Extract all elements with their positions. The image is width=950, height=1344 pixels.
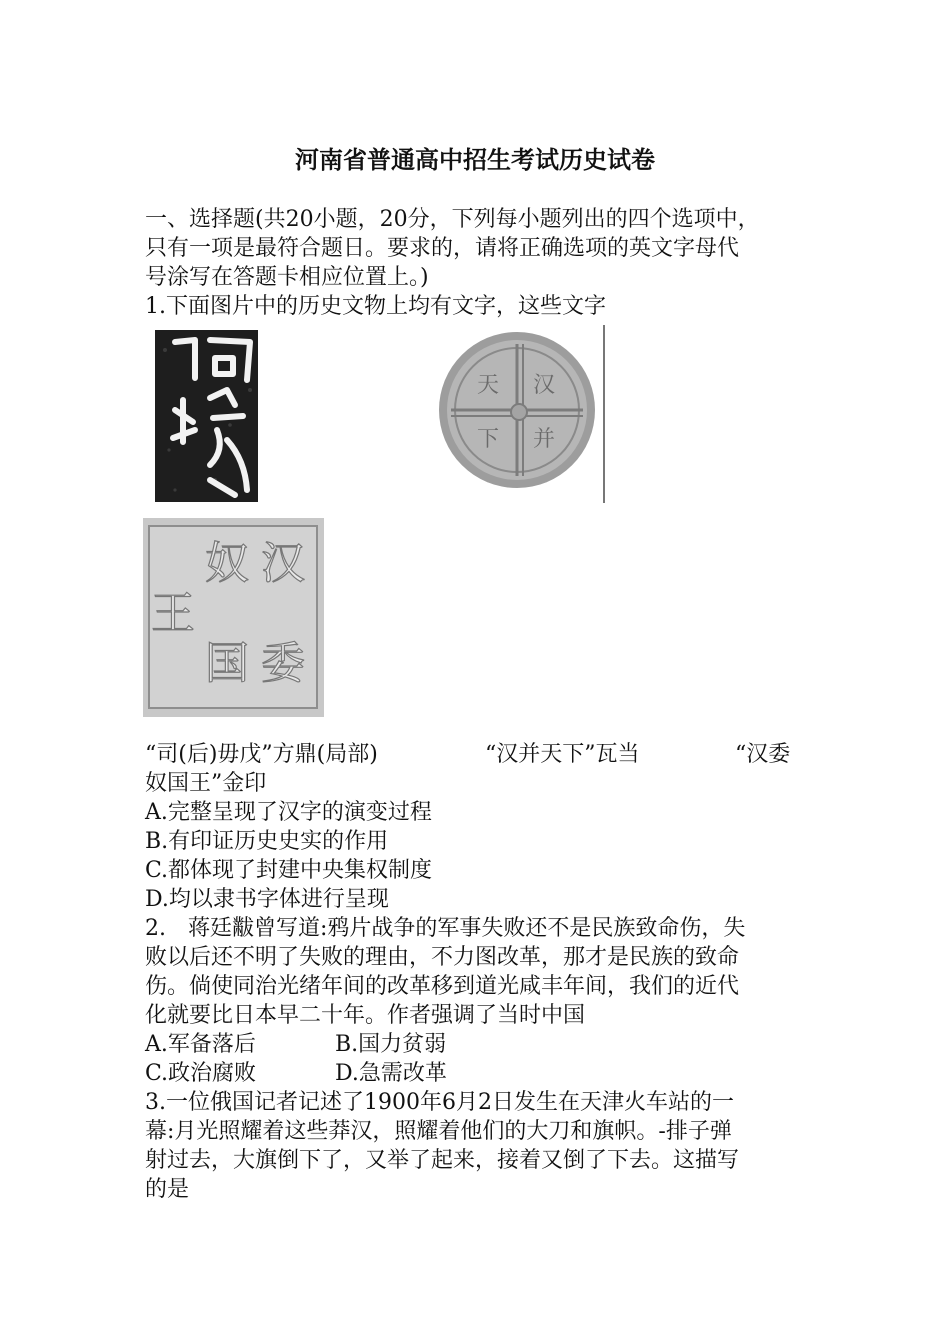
question-2-stem-line-2: 败以后还不明了失败的理由，不力图改革，那才是民族的致命: [145, 945, 740, 970]
caption-gold-seal-part1: “汉委: [735, 742, 791, 767]
caption-gold-seal-part2: 奴国王”金印: [145, 771, 267, 796]
gold-seal-image: [143, 518, 324, 717]
question-3-stem-line-4: 的是: [145, 1177, 190, 1202]
question-1-option-b: B.有印证历史史实的作用: [145, 829, 389, 854]
seal-glyph-3: 奴: [205, 538, 249, 589]
seal-glyph-1: 汉: [261, 538, 305, 589]
ding-inscription-rubbing-image: [155, 330, 258, 502]
question-1-stem: 1.下面图片中的历史文物上均有文字，这些文字: [145, 294, 606, 319]
seal-glyph-2: 委: [261, 638, 305, 689]
figure-captions: [145, 740, 805, 798]
figure-divider: [603, 325, 605, 503]
question-2-stem-line-1: 2. 蒋廷黻曾写道:鸦片战争的军事失败还不是民族致命伤，失: [145, 916, 746, 941]
question-2-option-b: B.国力贫弱: [335, 1032, 447, 1057]
tile-glyph-2: 并: [533, 427, 556, 452]
tile-glyph-4: 下: [477, 427, 500, 452]
tile-glyph-1: 汉: [533, 373, 556, 398]
page-title: 河南省普通高中招生考试历史试卷: [295, 146, 655, 174]
seal-glyph-5: 王: [151, 588, 195, 639]
tile-end-image: [437, 330, 597, 490]
caption-tile-end: “汉并天下”瓦当: [485, 742, 640, 767]
seal-glyph-4: 国: [205, 638, 249, 689]
section-instruction-line-3: 号涂写在答题卡相应位置上。): [145, 265, 429, 290]
question-2-option-a: A.军备落后: [145, 1032, 256, 1057]
question-3-stem-line-2: 幕:月光照耀着这些莽汉，照耀着他们的大刀和旗帜。-排子弹: [145, 1119, 732, 1144]
question-3-stem-line-1: 3.一位俄国记者记述了1900年6月2日发生在天津火车站的一: [145, 1090, 734, 1115]
question-1-option-d: D.均以隶书字体进行呈现: [145, 887, 389, 912]
question-1-option-a: A.完整呈现了汉字的演变过程: [145, 800, 432, 825]
question-2-option-c: C.政治腐败: [145, 1061, 257, 1086]
question-1-option-c: C.都体现了封建中央集权制度: [145, 858, 433, 883]
question-3-stem-line-3: 射过去，大旗倒下了，又举了起来，接着又倒了下去。这描写: [145, 1148, 740, 1173]
section-instruction-line-1: 一、选择题(共20小题，20分，下列每小题列出的四个选项中，: [145, 207, 760, 232]
tile-glyph-3: 天: [477, 373, 500, 398]
section-instruction-line-2: 只有一项是最符合题日。要求的，请将正确选项的英文字母代: [145, 236, 740, 261]
question-2-stem-line-3: 伤。倘使同治光绪年间的改革移到道光咸丰年间，我们的近代: [145, 974, 740, 999]
question-2-option-d: D.急需改革: [335, 1061, 447, 1086]
question-2-stem-line-4: 化就要比日本早二十年。作者强调了当时中国: [145, 1003, 586, 1028]
caption-ding: “司(后)毋戊”方鼎(局部): [145, 742, 378, 767]
